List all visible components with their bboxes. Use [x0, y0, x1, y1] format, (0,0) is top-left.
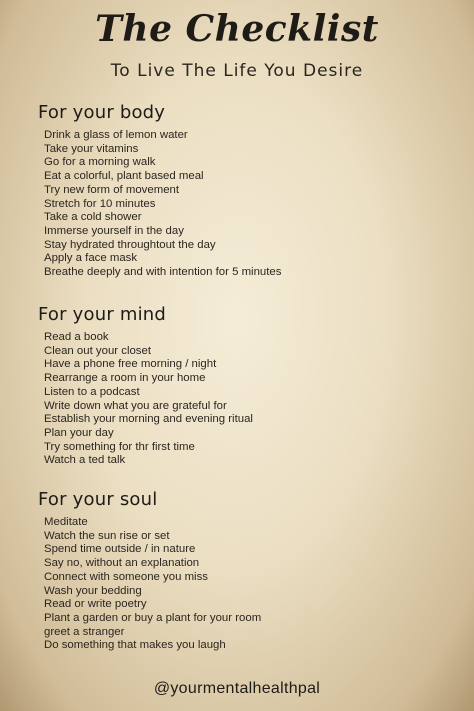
list-item: Immerse yourself in the day — [44, 224, 184, 237]
list-item: Try something for thr first time — [44, 440, 195, 453]
list-item: Write down what you are grateful for — [44, 399, 227, 412]
list-item: Drink a glass of lemon water — [44, 129, 188, 141]
list-item: Try new form of movement — [44, 183, 180, 196]
list-item: Read a book — [44, 331, 109, 343]
list-item: Do something that makes you laugh — [44, 639, 226, 652]
list-item: Plan your day — [44, 426, 114, 439]
page-title: The Checklist — [95, 8, 379, 50]
list-item: Rearrange a room in your home — [44, 372, 206, 385]
list-item: Meditate — [44, 516, 88, 528]
list-item: Eat a colorful, plant based meal — [44, 170, 204, 183]
list-item: Establish your morning and evening ritual — [44, 413, 253, 426]
section-heading-body: For your body — [38, 102, 166, 123]
list-item: Spend time outside / in nature — [44, 543, 196, 556]
list-item: Listen to a podcast — [44, 385, 140, 398]
list-item: Stretch for 10 minutes — [44, 197, 156, 210]
section-mind — [38, 304, 448, 468]
list-item: Connect with someone you miss — [44, 570, 208, 583]
checklist-mind — [38, 331, 448, 468]
list-item: Plant a garden or buy a plant for your room — [44, 611, 262, 624]
list-item: Clean out your closet — [44, 344, 152, 357]
page-subtitle: To Live The Life You Desire — [110, 61, 364, 81]
list-item: greet a stranger — [44, 625, 125, 638]
list-item: Go for a morning walk — [44, 156, 156, 169]
list-item: Take a cold shower — [44, 211, 142, 224]
list-item: Breathe deeply and with intention for 5 minutes — [44, 266, 282, 279]
list-item: Watch a ted talk — [44, 454, 126, 467]
social-handle: @yourmentalhealthpal — [153, 680, 321, 697]
list-item: Watch the sun rise or set — [44, 529, 170, 542]
list-item: Take your vitamins — [44, 142, 139, 155]
section-heading-mind: For your mind — [38, 304, 167, 325]
section-heading-soul: For your soul — [38, 489, 158, 510]
list-item: Read or write poetry — [44, 598, 147, 611]
list-item: Have a phone free morning / night — [44, 358, 217, 371]
list-item: Apply a face mask — [44, 252, 138, 265]
section-body — [38, 102, 448, 280]
checklist-soul — [38, 516, 448, 653]
list-item: Stay hydrated throughtout the day — [44, 238, 216, 251]
list-item: Say no, without an explanation — [44, 557, 200, 570]
list-item: Wash your bedding — [44, 584, 142, 597]
checklist-body — [38, 129, 448, 280]
section-soul — [38, 489, 448, 653]
